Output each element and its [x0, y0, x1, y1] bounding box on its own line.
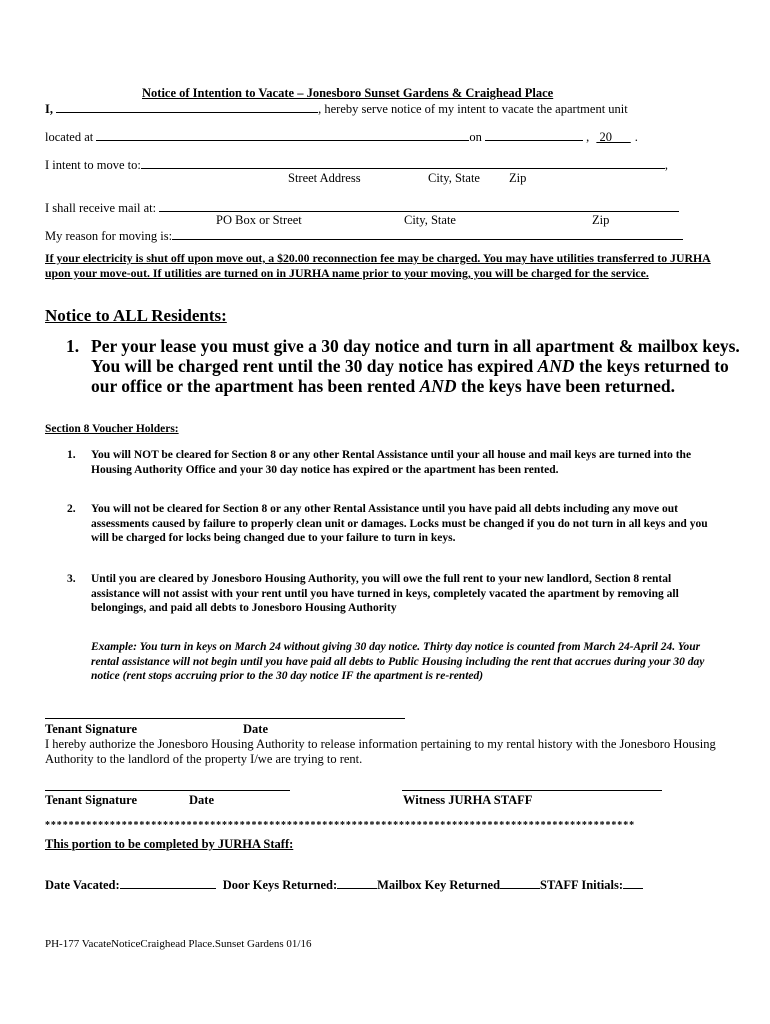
section8-item-2: You will not be cleared for Section 8 or any other Rental Assistance until you have paid all debts including any move out assessments caused by failure to properly clean unit or damages. Locks must be changed if you do not turn in all keys and you will be charged for locks being changed due to your failure to turn in keys.: [91, 503, 708, 544]
section8-item-3: Until you are cleared by Jonesboro Housing Authority, you will owe the full rent to your new landlord, Section 8 rental assistance will not assist with your rent until you have turned in keys, completely vacated the apartment by removing all belongings, and paid all debts to Jonesboro Housing Authority: [91, 573, 679, 614]
mail-label: I shall receive mail at:: [45, 201, 157, 215]
mailbox-key-blank[interactable]: [500, 877, 540, 889]
i-label: I,: [45, 102, 53, 116]
authorization-text: I hereby authorize the Jonesboro Housing Authority to release information pertaining to my rental history with the Jonesboro Housing Authority to the landlord of the property I/we are trying to rent.: [45, 737, 716, 766]
reason-blank[interactable]: [172, 228, 683, 240]
intent-text: , hereby serve notice of my intent to vacate the apartment unit: [318, 102, 628, 116]
street-address-label: Street Address: [288, 171, 361, 185]
date-vacated-label: Date Vacated:: [45, 878, 120, 892]
staff-heading: This portion to be completed by JURHA Staff:: [45, 837, 294, 851]
tenant-signature-label-2: Tenant Signature: [45, 793, 138, 807]
section8-item-1: You will NOT be cleared for Section 8 or any other Rental Assistance until your all house and mail keys are turned into the Housing Authority Office and your 30 day notice has expired or the apartment has been rented.: [91, 449, 692, 476]
move-to-blank[interactable]: [141, 157, 665, 169]
electricity-notice: If your electricity is shut off upon move out, a $20.00 reconnection fee may be charged. You may have utilities transferred to JURHA upon your move-out. If utilities are turned on in JURHA name prior to your moving, you will be charged for the service.: [45, 251, 711, 280]
staff-initials-blank[interactable]: [623, 877, 643, 889]
date-label: Date: [243, 722, 268, 736]
location-line: [45, 129, 638, 145]
notice-item-1: Per your lease you must give a 30 day notice and turn in all apartment & mailbox keys. You will be charged rent until the 30 day notice has expired AND the keys returned to our office or the apartment has been rented AND the keys have been returned.: [91, 336, 740, 396]
zip-label: Zip: [509, 171, 527, 185]
notice-heading: Notice to ALL Residents:: [45, 306, 227, 325]
tenant-signature-line-2[interactable]: [45, 790, 290, 791]
door-keys-blank[interactable]: [337, 877, 377, 889]
witness-label: Witness JURHA STAFF: [403, 793, 533, 807]
mail-blank[interactable]: [159, 200, 679, 212]
staff-initials-label: STAFF Initials:: [540, 878, 624, 892]
year-field[interactable]: 20: [599, 130, 612, 144]
po-box-label: PO Box or Street: [216, 213, 302, 227]
zip-label-2: Zip: [592, 213, 610, 227]
comma: ,: [586, 130, 590, 144]
reason-label: My reason for moving is:: [45, 229, 173, 243]
section8-heading: Section 8 Voucher Holders:: [45, 423, 179, 435]
address-blank[interactable]: [96, 129, 469, 141]
section8-number-1: 1.: [67, 449, 76, 461]
tenant-signature-label: Tenant Signature: [45, 722, 138, 736]
city-state-label: City, State: [428, 171, 480, 185]
divider-stars: ****************************************************************************************************: [45, 820, 635, 831]
vacate-date-blank[interactable]: [485, 129, 583, 141]
on-label: on: [469, 130, 482, 144]
mail-line: [45, 200, 679, 216]
door-keys-label: Door Keys Returned:: [222, 878, 338, 892]
section8-number-2: 2.: [67, 503, 76, 515]
move-to-label: I intent to move to:: [45, 158, 141, 172]
footer-code: PH-177 VacateNoticeCraighead Place.Sunset Gardens 01/16: [45, 938, 312, 950]
located-label: located at: [45, 130, 94, 144]
section8-number-3: 3.: [67, 573, 76, 585]
city-state-label-2: City, State: [404, 213, 456, 227]
date-label-2: Date: [189, 793, 214, 807]
tenant-name-blank[interactable]: [56, 101, 318, 113]
example-paragraph: Example: You turn in keys on March 24 without giving 30 day notice. Thirty day notice is counted from March 24-April 24. Your rental assistance will not begin until you have paid all debts to Public Housing including the rent that accrues during your 30 day notice (rent stops accruing prior to the 30 day notice IF the apartment is re-rented): [91, 641, 705, 682]
form-title: Notice of Intention to Vacate – Jonesboro Sunset Gardens & Craighead Place: [142, 86, 554, 100]
reason-line: [45, 228, 683, 244]
notice-item-number: 1.: [66, 336, 80, 356]
staff-fields-row: [45, 877, 643, 893]
period: .: [634, 130, 638, 144]
date-vacated-blank[interactable]: [120, 877, 216, 889]
witness-signature-line[interactable]: [402, 790, 662, 791]
comma-end: ,: [664, 158, 668, 172]
tenant-signature-line[interactable]: [45, 718, 405, 719]
intent-line: [45, 101, 628, 117]
mailbox-key-label: Mailbox Key Returned: [377, 878, 501, 892]
